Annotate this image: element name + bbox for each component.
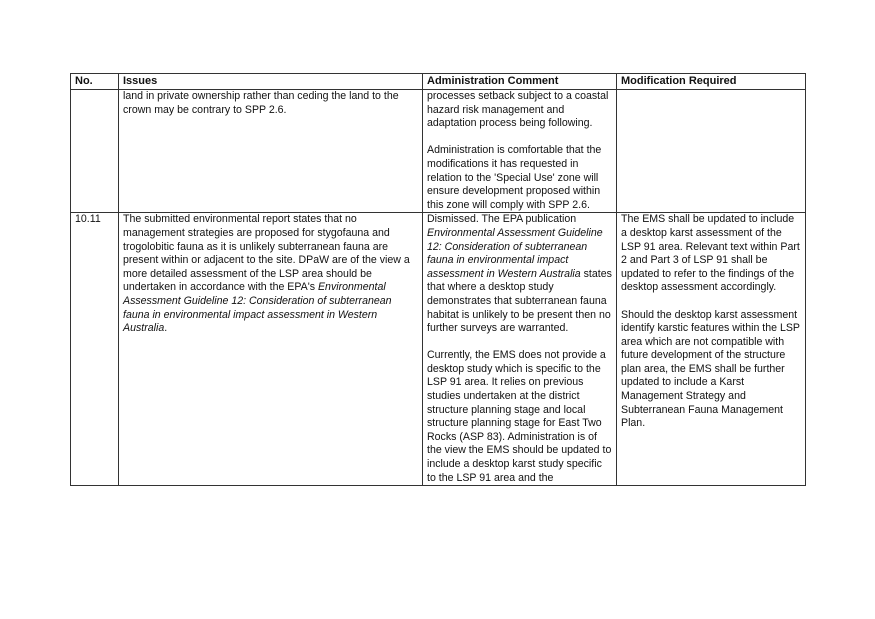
issues-text-end: . (164, 322, 168, 335)
header-modification-required: Modification Required (617, 74, 806, 90)
issues-cell (119, 90, 423, 213)
modification-cell (617, 213, 806, 486)
issues-text: land in private ownership rather than ceding the land to the crown may be contrary to SPP 2.6. (123, 90, 399, 116)
modification-cell (617, 90, 806, 213)
modification-paragraph: The EMS shall be updated to include a desktop karst assessment of the LSP 91 area. Relevant text within Part 2 and Part 3 of LSP 91 shall be updated to refer to the findings of the desktop assessment accordingly. (621, 213, 800, 294)
comment-cell (423, 90, 617, 213)
comment-cell (423, 213, 617, 486)
table-row (71, 213, 806, 486)
comment-text-end: states that where a desktop study demonstrates that subterranean fauna habitat is unlikely to be present then no further surveys are warranted. (427, 267, 612, 335)
comment-paragraph: Currently, the EMS does not provide a desktop study which is specific to the LSP 91 area. It relies on previous studies undertaken at the district structure planning stage and local structure planning stage for East Two Rocks (ASP 83). Administration is of the view the EMS should be updated to include a desktop karst study specific to the LSP 91 area and the (427, 349, 612, 484)
header-administration-comment: Administration Comment (423, 74, 617, 90)
guideline-title: Environmental Assessment Guideline 12: Consideration of subterranean fauna in environmental impact assessment in Western Australia (427, 226, 603, 280)
row-number (71, 90, 119, 213)
comment-text-plain: Dismissed. The EPA publication (427, 213, 577, 226)
header-no: No. (71, 74, 119, 90)
row-number: 10.11 (71, 213, 119, 486)
issues-text-plain: The submitted environmental report states that no management strategies are proposed for stygofauna and trogolobitic fauna as it is unlikely subterranean fauna are present within or adjacent to the site. DPaW are of the view a more detailed assessment of the LSP area should be undertaken in accordance with the EPA's (123, 213, 410, 294)
header-issues: Issues (119, 74, 423, 90)
table-row (71, 90, 806, 213)
guideline-title: Environmental Assessment Guideline 12: Consideration of subterranean fauna in environmental impact assessment in Western Australia (123, 281, 392, 335)
comment-paragraph: processes setback subject to a coastal hazard risk management and adaptation process being following. (427, 90, 609, 130)
comment-paragraph: Administration is comfortable that the modifications it has requested in relation to the 'Special Use' zone will ensure development proposed within this zone will comply with SPP 2.6. (427, 144, 602, 211)
comment-paragraph (427, 213, 612, 335)
issues-cell (119, 213, 423, 486)
submissions-table (70, 73, 806, 486)
table-header-row (71, 74, 806, 90)
modification-paragraph: Should the desktop karst assessment identify karstic features within the LSP area which are not compatible with future development of the structure plan area, the EMS shall be further updated to include a Karst Management Strategy and Subterranean Fauna Management Plan. (621, 308, 800, 430)
issues-text (123, 213, 418, 335)
